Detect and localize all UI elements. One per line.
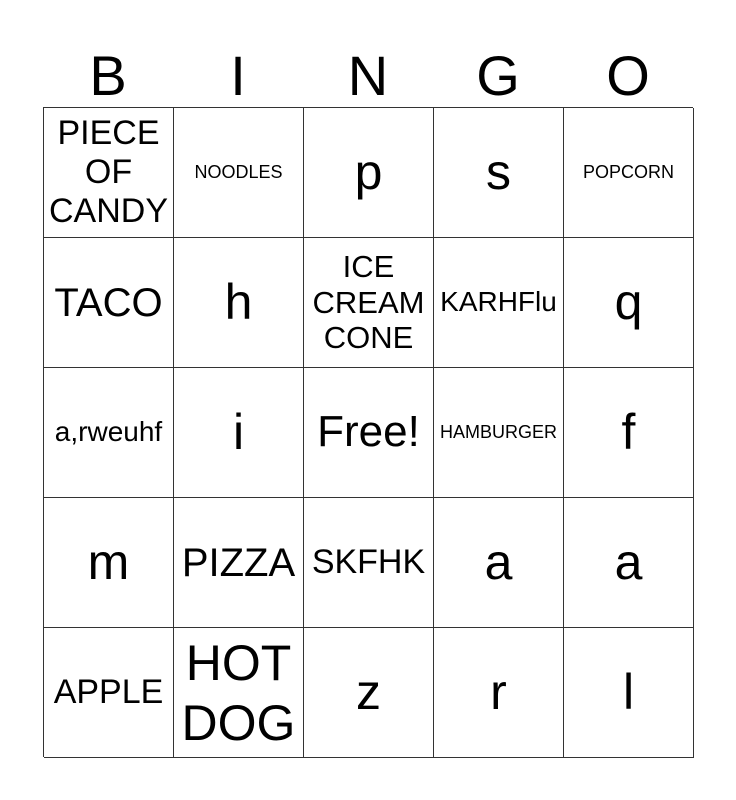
bingo-cell[interactable]	[434, 108, 564, 238]
cell-label: NOODLES	[194, 162, 283, 183]
bingo-cell[interactable]	[44, 368, 174, 498]
cell-label: i	[232, 403, 245, 460]
cell-label: SKFHK	[311, 542, 426, 581]
bingo-cell[interactable]	[174, 368, 304, 498]
cell-label: HAMBURGER	[439, 422, 557, 443]
cell-label: q	[614, 273, 643, 330]
bingo-cell[interactable]	[174, 108, 304, 238]
bingo-cell[interactable]	[564, 108, 694, 238]
bingo-card-grid	[43, 107, 693, 757]
header-letter-b: B	[89, 44, 127, 107]
cell-label: POPCORN	[582, 162, 674, 183]
bingo-cell[interactable]	[564, 498, 694, 628]
cell-label: m	[87, 533, 130, 590]
cell-label: ICE CREAM CONE	[312, 249, 425, 356]
bingo-cell[interactable]	[304, 628, 434, 758]
cell-label: HOT DOG	[181, 634, 296, 751]
cell-label: f	[621, 403, 636, 460]
bingo-cell[interactable]	[434, 238, 564, 368]
bingo-cell[interactable]	[564, 628, 694, 758]
cell-label: r	[490, 663, 507, 720]
header-letter-n: N	[347, 44, 389, 107]
bingo-cell[interactable]	[304, 238, 434, 368]
cell-label: PIECE OF CANDY	[48, 113, 169, 231]
bingo-cell[interactable]	[44, 238, 174, 368]
bingo-cell[interactable]	[44, 108, 174, 238]
cell-label: a	[484, 533, 513, 590]
free-space-label: Free!	[317, 407, 420, 457]
bingo-cell[interactable]	[44, 498, 174, 628]
bingo-cell[interactable]	[564, 368, 694, 498]
cell-label: KARHFlu	[440, 286, 557, 318]
bingo-cell[interactable]	[434, 498, 564, 628]
cell-label: TACO	[54, 280, 163, 325]
bingo-header	[43, 44, 693, 108]
bingo-cell[interactable]	[304, 498, 434, 628]
cell-label: a	[614, 533, 643, 590]
cell-label: h	[224, 273, 253, 330]
cell-label: APPLE	[53, 672, 164, 711]
header-letter-g: G	[476, 44, 520, 107]
bingo-cell[interactable]	[434, 628, 564, 758]
header-letter-i: I	[230, 44, 246, 107]
bingo-cell[interactable]	[564, 238, 694, 368]
cell-label: s	[486, 143, 511, 200]
bingo-cell[interactable]	[174, 628, 304, 758]
header-letter-o: O	[606, 44, 650, 107]
bingo-cell[interactable]	[174, 498, 304, 628]
free-space-cell[interactable]	[304, 368, 434, 498]
cell-label: a,rweuhf	[54, 416, 163, 448]
bingo-cell[interactable]	[174, 238, 304, 368]
bingo-cell[interactable]	[44, 628, 174, 758]
bingo-cell[interactable]	[434, 368, 564, 498]
cell-label: PIZZA	[181, 540, 296, 585]
cell-label: l	[622, 663, 635, 720]
cell-label: z	[356, 663, 381, 720]
bingo-cell[interactable]	[304, 108, 434, 238]
cell-label: p	[354, 143, 383, 200]
